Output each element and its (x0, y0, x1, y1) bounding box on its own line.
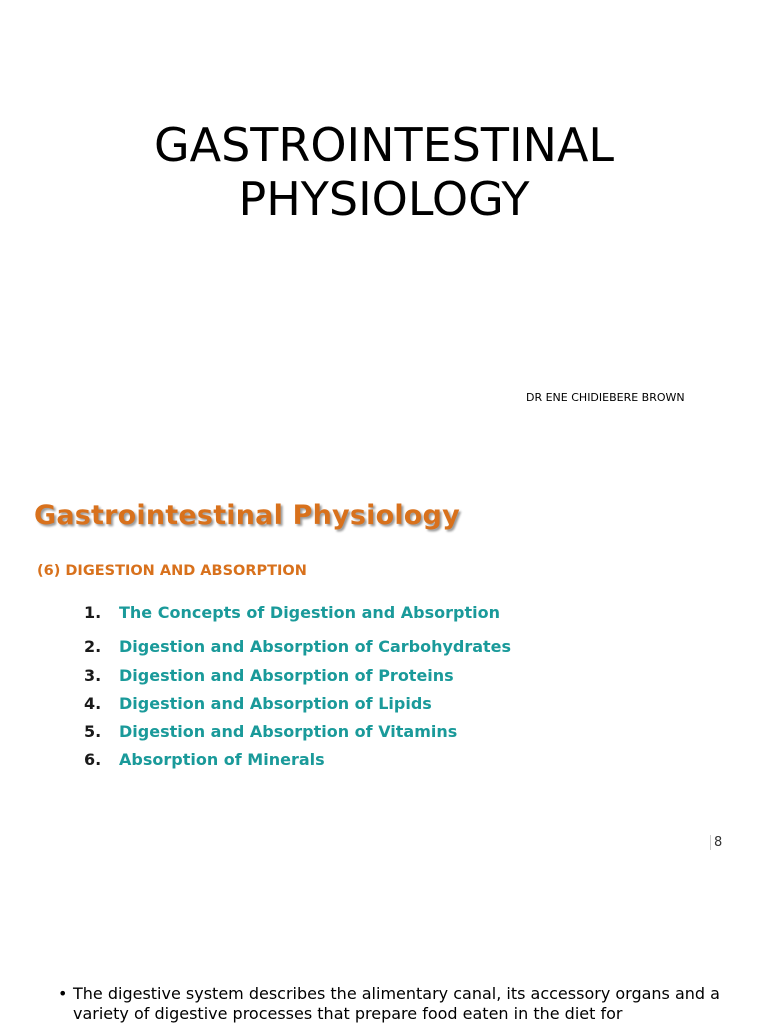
topic-number: 2. (84, 637, 102, 656)
topic-text: The Concepts of Digestion and Absorption (119, 603, 501, 622)
slide-subheading: (6) DIGESTION AND ABSORPTION (37, 563, 307, 579)
bullet-icon: • (58, 984, 68, 1003)
topic-number: 4. (84, 694, 102, 713)
topic-text: Digestion and Absorption of Vitamins (119, 722, 458, 741)
author-name: DR ENE CHIDIEBERE BROWN (526, 391, 685, 404)
bullet-paragraph (58, 984, 738, 1024)
title-line-2: PHYSIOLOGY (238, 172, 530, 226)
topic-number: 3. (84, 666, 102, 685)
topic-item (84, 694, 432, 713)
slide-page-number: 8 (710, 835, 722, 850)
topic-item (84, 603, 500, 622)
topic-number: 6. (84, 750, 102, 769)
topic-text: Digestion and Absorption of Lipids (119, 694, 432, 713)
topic-item (84, 637, 511, 656)
topic-number: 5. (84, 722, 102, 741)
topic-number: 1. (84, 603, 102, 622)
bullet-text: The digestive system describes the alimentary canal, its accessory organs and a variety of digestive processes that prepare food eaten in the diet for (73, 984, 720, 1023)
topic-text: Digestion and Absorption of Proteins (119, 666, 454, 685)
title-line-1: GASTROINTESTINAL (153, 118, 615, 172)
embedded-slide (20, 492, 730, 862)
topic-item (84, 722, 457, 741)
topic-text: Absorption of Minerals (119, 750, 325, 769)
document-title (0, 118, 768, 226)
topic-item (84, 750, 325, 769)
slide-heading: Gastrointestinal Physiology (34, 500, 460, 531)
topic-text: Digestion and Absorption of Carbohydrates (119, 637, 512, 656)
topic-item (84, 666, 454, 685)
